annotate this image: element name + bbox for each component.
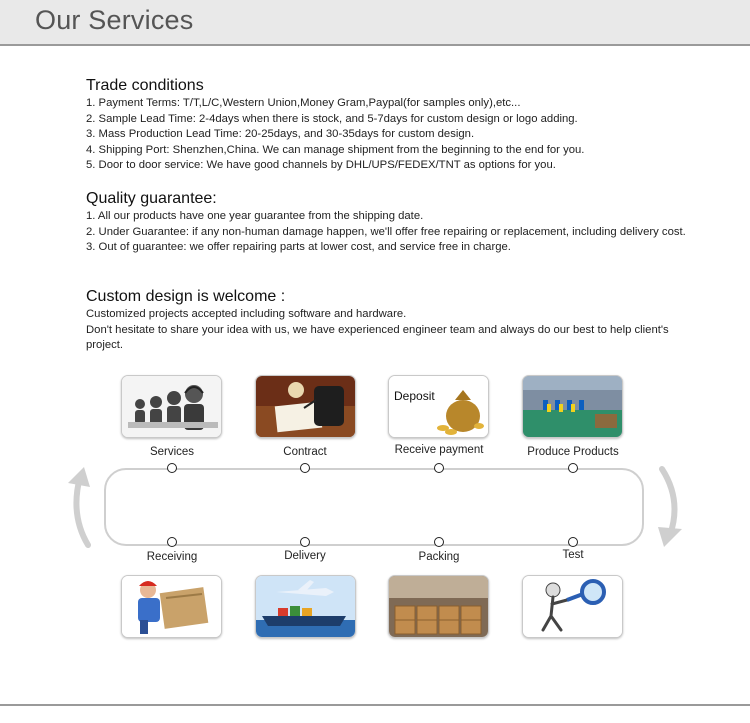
trade-item: 5. Door to door service: We have good channels by DHL/UPS/FEDEX/TNT as options for you. xyxy=(86,159,556,171)
trade-item: 2. Sample Lead Time: 2-4days when there is stock, and 5-7days for custom design or logo adding. xyxy=(86,112,578,125)
delivery-man-icon xyxy=(122,576,221,637)
quality-guarantee-heading: Quality guarantee: xyxy=(86,190,217,207)
custom-design-section xyxy=(86,287,686,354)
magnifier-inspector-icon xyxy=(523,576,622,637)
footer-divider xyxy=(0,704,750,706)
signing-contract-icon xyxy=(256,376,355,437)
receiving-label: Receiving xyxy=(146,551,198,563)
headset-operators-icon xyxy=(122,376,221,437)
factory-line-icon xyxy=(523,376,622,437)
cartons-warehouse-icon xyxy=(389,576,488,637)
quality-guarantee-section xyxy=(86,189,686,256)
delivery-label: Delivery xyxy=(284,550,326,562)
custom-item: Customized projects accepted including software and hardware. xyxy=(86,308,407,320)
left-cycle-arrow-icon xyxy=(60,465,100,550)
trade-conditions-section xyxy=(86,76,686,174)
trade-item: 1. Payment Terms: T/T,L/C,Western Union,Money Gram,Paypal(for samples only),etc... xyxy=(86,97,521,109)
step-dot xyxy=(167,537,177,547)
services-card xyxy=(121,375,222,438)
test-card xyxy=(522,575,623,638)
custom-design-heading: Custom design is welcome : xyxy=(86,288,286,305)
step-dot xyxy=(434,463,444,473)
process-flow-diagram xyxy=(0,370,750,650)
ship-plane-icon xyxy=(256,576,355,637)
quality-item: 2. Under Guarantee: if any non-human damage happen, we'll offer free repairing or replacement, including delivery cost. xyxy=(86,225,686,238)
trade-conditions-heading: Trade conditions xyxy=(86,77,204,94)
step-dot xyxy=(300,463,310,473)
trade-item: 4. Shipping Port: Shenzhen,China. We can manage shipment from the beginning to the end for you. xyxy=(86,143,585,156)
quality-item: 3. Out of guarantee: we offer repairing parts at lower cost, and service free in charge. xyxy=(86,241,511,253)
produce-products-label: Produce Products xyxy=(527,446,619,458)
receiving-card xyxy=(121,575,222,638)
custom-item: Don't hesitate to share your idea with us, we have experienced engineer team and always do our best to help client's project. xyxy=(86,323,669,351)
packing-label: Packing xyxy=(418,551,460,563)
step-dot xyxy=(300,537,310,547)
produce-card xyxy=(522,375,623,438)
test-label: Test xyxy=(562,549,584,561)
step-dot xyxy=(434,537,444,547)
delivery-card xyxy=(255,575,356,638)
step-dot xyxy=(568,463,578,473)
receive-payment-label: Receive payment xyxy=(394,444,484,456)
page-header xyxy=(0,0,750,46)
quality-item: 1. All our products have one year guarantee from the shipping date. xyxy=(86,210,424,222)
right-cycle-arrow-icon xyxy=(650,465,690,550)
trade-item: 3. Mass Production Lead Time: 20-25days, and 30-35days for custom design. xyxy=(86,128,475,140)
services-label: Services xyxy=(149,446,195,458)
process-loop-track xyxy=(104,468,644,546)
contract-card xyxy=(255,375,356,438)
deposit-label: Deposit xyxy=(394,389,435,403)
contract-label: Contract xyxy=(283,446,327,458)
payment-card xyxy=(388,375,489,438)
packing-card xyxy=(388,575,489,638)
step-dot xyxy=(167,463,177,473)
step-dot xyxy=(568,537,578,547)
deposit-money-icon xyxy=(389,376,488,437)
page-title: Our Services xyxy=(35,5,194,35)
